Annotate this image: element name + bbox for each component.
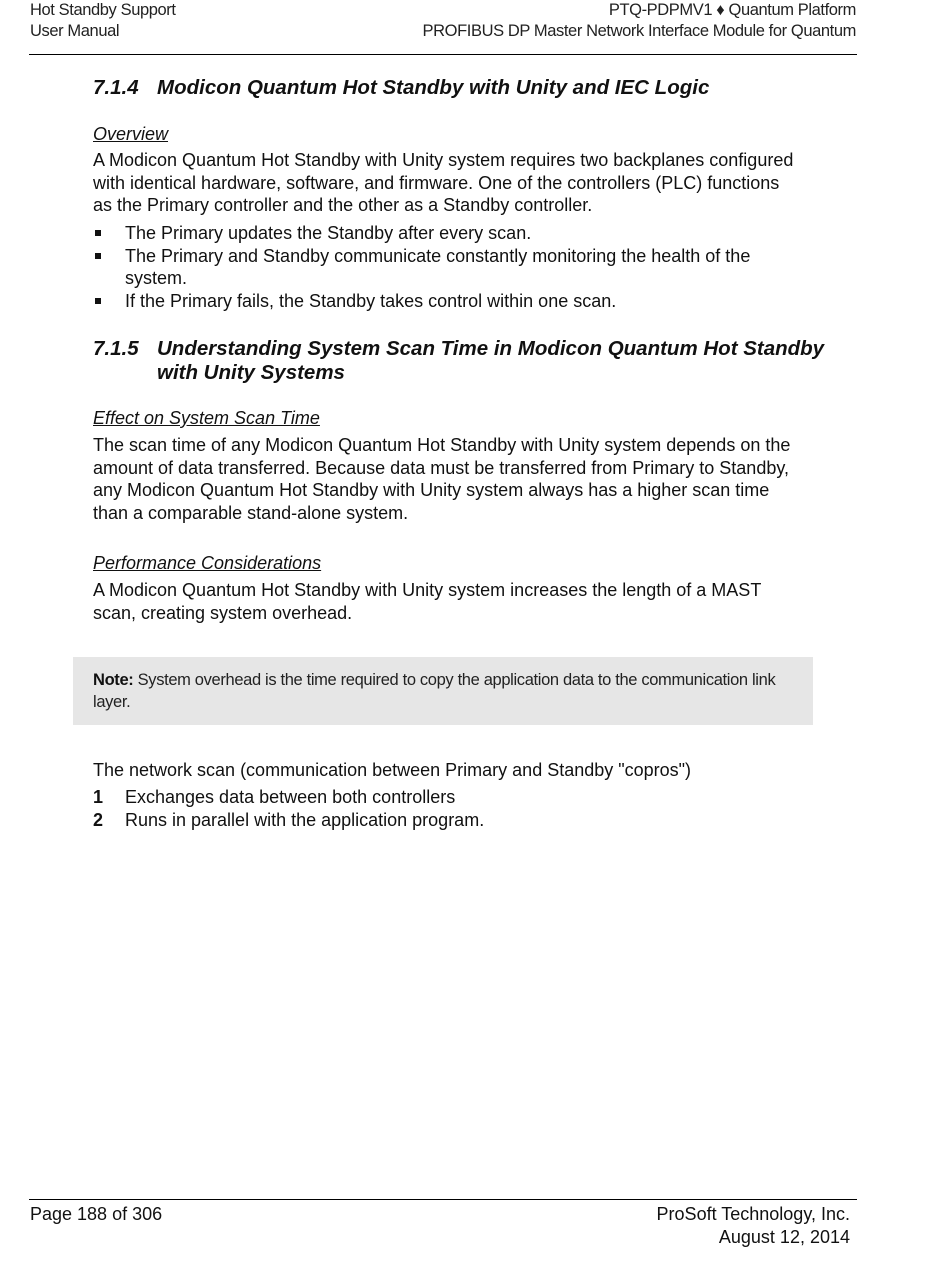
header-product: PTQ-PDPMV1 ♦ Quantum Platform <box>608 1 856 19</box>
list-item: The Primary and Standby communicate constantly monitoring the health of the system. <box>93 245 775 290</box>
page-header <box>29 0 857 55</box>
overview-heading: Overview <box>93 124 169 144</box>
footer-company: ProSoft Technology, Inc. <box>656 1204 850 1224</box>
bullet-icon <box>95 298 101 304</box>
footer-date: August 12, 2014 <box>718 1226 850 1247</box>
network-scan-steps <box>93 786 813 831</box>
section-715-title: Understanding System Scan Time in Modicon Quantum Hot Standby with Unity Systems <box>157 337 825 384</box>
bullet-icon <box>95 253 101 259</box>
effect-heading: Effect on System Scan Time <box>93 408 320 428</box>
list-item: The Primary updates the Standby after every scan. <box>93 222 775 245</box>
header-doc-section: Hot Standby Support <box>30 1 176 19</box>
bullet-icon <box>95 230 101 236</box>
section-714-number: 7.1.4 <box>93 76 139 99</box>
page-number: Page 188 of 306 <box>30 1204 163 1224</box>
list-item: 1 Exchanges data between both controllers <box>93 787 456 807</box>
note-text: System overhead is the time required to copy the application data to the communication link layer. <box>93 671 776 711</box>
network-scan-intro: The network scan (communication between Primary and Standby "copros") <box>93 760 692 780</box>
section-715-number: 7.1.5 <box>93 337 139 360</box>
page-footer <box>29 1199 857 1247</box>
note-box <box>73 657 813 725</box>
note-label: Note: <box>93 671 134 689</box>
header-doc-type: User Manual <box>30 22 120 40</box>
header-right <box>423 0 856 42</box>
performance-heading: Performance Considerations <box>93 553 322 573</box>
footer-right <box>657 1203 850 1248</box>
header-product-description: PROFIBUS DP Master Network Interface Module for Quantum <box>422 22 856 40</box>
header-left <box>30 0 176 42</box>
list-item: If the Primary fails, the Standby takes control within one scan. <box>93 290 775 313</box>
overview-paragraph: A Modicon Quantum Hot Standby with Unity system requires two backplanes configured with identical hardware, software, and firmware. One of the controllers (PLC) functions as the Primary controller and the other as a Standby controller. <box>93 150 794 215</box>
overview-bullet-list <box>93 222 813 312</box>
section-714-title: Modicon Quantum Hot Standby with Unity and IEC Logic <box>157 76 710 99</box>
effect-paragraph: The scan time of any Modicon Quantum Hot Standby with Unity system depends on the amount of data transferred. Because data must be transferred from Primary to Standby, any Modicon Quantum Hot Standby with Unity system always has a higher scan time than a comparable stand-alone system. <box>93 435 791 523</box>
list-item: 2 Runs in parallel with the application program. <box>93 809 485 830</box>
performance-paragraph: A Modicon Quantum Hot Standby with Unity system increases the length of a MAST scan, creating system overhead. <box>93 580 761 623</box>
